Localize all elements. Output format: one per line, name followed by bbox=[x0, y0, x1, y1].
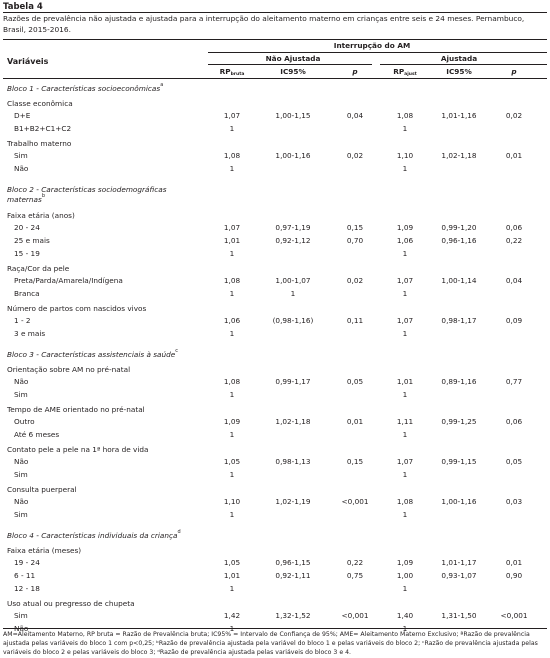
ci-unadjusted: 1,32-1,52 bbox=[275, 611, 311, 620]
rp-unadjusted: 1,09 bbox=[223, 417, 241, 426]
header-ci-adjusted: IC95% bbox=[446, 67, 472, 76]
rp-unadjusted: 1 bbox=[229, 470, 235, 479]
rp-adjusted: 1 bbox=[402, 249, 408, 258]
category-label: B1+B2+C1+C2 bbox=[14, 124, 72, 133]
category-label: 6 - 11 bbox=[14, 571, 36, 580]
rp-unadjusted: 1,07 bbox=[223, 111, 241, 120]
variable-label: Número de partos com nascidos vivos bbox=[7, 304, 147, 313]
ci-unadjusted: 0,92-1,12 bbox=[275, 236, 311, 245]
p-unadjusted: 0,75 bbox=[346, 571, 364, 580]
rp-adjusted: 1,08 bbox=[396, 497, 414, 506]
rp-adjusted: 1 bbox=[402, 470, 408, 479]
rp-unadjusted: 1 bbox=[229, 584, 235, 593]
variable-label: Tempo de AME orientado no pré-natal bbox=[7, 405, 145, 414]
section-heading: Bloco 1 - Características socioeconômicas bbox=[7, 84, 161, 93]
p-adjusted: 0,77 bbox=[505, 377, 523, 386]
header-bottom-rule bbox=[3, 78, 547, 79]
variable-label: Raça/Cor da pele bbox=[7, 264, 70, 273]
category-label: Não bbox=[14, 377, 29, 386]
rp-adjusted: 1 bbox=[402, 329, 408, 338]
ci-unadjusted: 1,00-1,16 bbox=[275, 151, 311, 160]
category-label: Sim bbox=[14, 390, 28, 399]
p-unadjusted: 0,02 bbox=[346, 151, 364, 160]
category-label: Branca bbox=[14, 289, 40, 298]
p-adjusted: 0,06 bbox=[505, 417, 523, 426]
category-label: Sim bbox=[14, 470, 28, 479]
p-adjusted: 0,02 bbox=[505, 111, 523, 120]
variable-label: Contato pele a pele na 1ª hora de vida bbox=[7, 445, 149, 454]
ci-adjusted: 1,01-1,17 bbox=[441, 558, 477, 567]
header-unadj-rule bbox=[208, 64, 372, 65]
ci-unadjusted: 1,02-1,19 bbox=[275, 497, 311, 506]
ci-adjusted: 0,89-1,16 bbox=[441, 377, 477, 386]
header-variables: Variáveis bbox=[7, 57, 49, 66]
p-unadjusted: 0,11 bbox=[346, 316, 364, 325]
p-adjusted: 0,22 bbox=[505, 236, 523, 245]
header-rp-adjusted: $RP_{ajust}$ bbox=[393, 67, 417, 77]
category-label: Não bbox=[14, 457, 29, 466]
category-label: 19 - 24 bbox=[14, 558, 40, 567]
category-label: 25 e mais bbox=[14, 236, 50, 245]
rp-adjusted: 1,06 bbox=[396, 236, 414, 245]
ci-unadjusted: 0,98-1,13 bbox=[275, 457, 311, 466]
ci-unadjusted: 1,00-1,07 bbox=[275, 276, 311, 285]
header-group: Interrupção do AM bbox=[333, 41, 411, 50]
rp-unadjusted: 1,08 bbox=[223, 151, 241, 160]
category-label: 1 - 2 bbox=[14, 316, 31, 325]
variable-label: Trabalho materno bbox=[7, 139, 72, 148]
rp-adjusted: 1 bbox=[402, 390, 408, 399]
rp-unadjusted: 1,01 bbox=[223, 571, 241, 580]
rp-adjusted: 1,11 bbox=[396, 417, 414, 426]
ci-adjusted: 1,00-1,16 bbox=[441, 497, 477, 506]
ci-unadjusted: 1 bbox=[290, 289, 296, 298]
category-label: Sim bbox=[14, 510, 28, 519]
ci-adjusted: 0,96-1,16 bbox=[441, 236, 477, 245]
rp-unadjusted: 1 bbox=[229, 510, 235, 519]
ci-unadjusted: 1,02-1,18 bbox=[275, 417, 311, 426]
rp-unadjusted: 1,01 bbox=[223, 236, 241, 245]
rp-adjusted: 1 bbox=[402, 124, 408, 133]
ci-adjusted: 1,01-1,16 bbox=[441, 111, 477, 120]
category-label: 3 e mais bbox=[14, 329, 46, 338]
p-unadjusted: 0,22 bbox=[346, 558, 364, 567]
category-label: D+E bbox=[14, 111, 31, 120]
p-adjusted: 0,06 bbox=[505, 223, 523, 232]
rp-unadjusted: 1 bbox=[229, 289, 235, 298]
p-unadjusted: 0,04 bbox=[346, 111, 364, 120]
footnote-marker: a bbox=[160, 82, 164, 88]
ci-adjusted: 0,99-1,15 bbox=[441, 457, 477, 466]
rp-unadjusted: 1,08 bbox=[223, 276, 241, 285]
p-unadjusted: 0,15 bbox=[346, 223, 364, 232]
category-label: Outro bbox=[14, 417, 35, 426]
p-unadjusted: 0,05 bbox=[346, 377, 364, 386]
category-label: Preta/Parda/Amarela/Indígena bbox=[14, 276, 123, 285]
rp-unadjusted: 1,10 bbox=[223, 497, 241, 506]
caption-rule bbox=[3, 39, 547, 40]
p-adjusted: 0,04 bbox=[505, 276, 523, 285]
ci-unadjusted: 0,92-1,11 bbox=[275, 571, 311, 580]
p-adjusted: 0,90 bbox=[505, 571, 523, 580]
p-adjusted: <0,001 bbox=[500, 611, 528, 620]
rp-unadjusted: 1 bbox=[229, 249, 235, 258]
section-heading: Bloco 4 - Características individuais da criança bbox=[7, 531, 178, 540]
p-unadjusted: 0,15 bbox=[346, 457, 364, 466]
rp-adjusted: 1 bbox=[402, 584, 408, 593]
p-adjusted: 0,09 bbox=[505, 316, 523, 325]
footnote-marker: c bbox=[175, 348, 179, 354]
header-adj-rule bbox=[380, 64, 547, 65]
table-bottom-rule bbox=[3, 628, 547, 629]
p-adjusted: 0,01 bbox=[505, 558, 523, 567]
rp-unadjusted: 1 bbox=[229, 329, 235, 338]
ci-unadjusted: 0,96-1,15 bbox=[275, 558, 311, 567]
rp-adjusted: 1,07 bbox=[396, 457, 414, 466]
ci-adjusted: 1,00-1,14 bbox=[441, 276, 477, 285]
table-caption: Razões de prevalência não ajustada e ajustada para a interrupção do aleitamento materno em crianças entre seis e 24 meses. Pernambuco, Brasil, 2015-2016. bbox=[3, 14, 525, 34]
p-unadjusted: <0,001 bbox=[341, 611, 369, 620]
rp-adjusted: 1 bbox=[402, 289, 408, 298]
p-adjusted: 0,05 bbox=[505, 457, 523, 466]
variable-label: Consulta puerperal bbox=[7, 485, 77, 494]
rp-unadjusted: 1,06 bbox=[223, 316, 241, 325]
rp-adjusted: 1,40 bbox=[396, 611, 414, 620]
ci-adjusted: 0,93-1,07 bbox=[441, 571, 477, 580]
variable-label: Classe econômica bbox=[7, 99, 73, 108]
p-unadjusted: <0,001 bbox=[341, 497, 369, 506]
section-heading: Bloco 3 - Características assistenciais à saúde bbox=[7, 350, 176, 359]
rp-adjusted: 1,09 bbox=[396, 558, 414, 567]
rp-unadjusted: 1,05 bbox=[223, 457, 241, 466]
ci-adjusted: 0,98-1,17 bbox=[441, 316, 477, 325]
p-unadjusted: 0,70 bbox=[346, 236, 364, 245]
header-p-unadjusted: p bbox=[352, 67, 358, 76]
rp-unadjusted: 1 bbox=[229, 390, 235, 399]
table-footnote: AM=Aleitamento Materno, RP bruta = Razão de Prevalência bruta; IC95% = Intervalo de Confiança de 95%; AME= Aleitamento Materno Exclusivo; ªRazão de prevalência ajustada pelas variáveis do bloco 1 com p<0,25; ᵇRazão de prevalência ajustada pela variável do bloco 1 e pelas variáveis do bloco 2; ᶜRazão de prevalência ajustada pelas variáveis do bloco 2 e pelas variáveis do bloco 3; ᵈRazão de prevalência ajustada pelas variáveis do bloco 3 e 4. bbox=[3, 631, 538, 656]
p-unadjusted: 0,02 bbox=[346, 276, 364, 285]
category-label: Sim bbox=[14, 611, 28, 620]
ci-adjusted: 0,99-1,20 bbox=[441, 223, 477, 232]
header-group-rule bbox=[208, 52, 547, 53]
category-label: 12 - 18 bbox=[14, 584, 40, 593]
header-unadjusted: Não Ajustada bbox=[265, 54, 321, 63]
rp-unadjusted: 1 bbox=[229, 430, 235, 439]
category-label: Não bbox=[14, 497, 29, 506]
p-adjusted: 0,01 bbox=[505, 151, 523, 160]
header-p-adjusted: p bbox=[511, 67, 517, 76]
ci-unadjusted: 0,97-1,19 bbox=[275, 223, 311, 232]
rp-unadjusted: 1 bbox=[229, 164, 235, 173]
rp-unadjusted: 1 bbox=[229, 124, 235, 133]
rp-adjusted: 1 bbox=[402, 430, 408, 439]
ci-unadjusted: (0,98-1,16) bbox=[272, 316, 314, 325]
ci-adjusted: 0,99-1,25 bbox=[441, 417, 477, 426]
table-label: Tabela 4 bbox=[3, 2, 43, 12]
rp-unadjusted: 1,08 bbox=[223, 377, 241, 386]
p-adjusted: 0,03 bbox=[505, 497, 523, 506]
rp-adjusted: 1,01 bbox=[396, 377, 414, 386]
header-adjusted: Ajustada bbox=[440, 54, 478, 63]
rp-adjusted: 1,07 bbox=[396, 276, 414, 285]
rp-adjusted: 1 bbox=[402, 510, 408, 519]
p-unadjusted: 0,01 bbox=[346, 417, 364, 426]
ci-adjusted: 1,02-1,18 bbox=[441, 151, 477, 160]
ci-unadjusted: 1,00-1,15 bbox=[275, 111, 311, 120]
category-label: Até 6 meses bbox=[14, 430, 60, 439]
footnote-marker: b bbox=[41, 193, 46, 199]
rp-adjusted: 1 bbox=[402, 164, 408, 173]
category-label: Não bbox=[14, 164, 29, 173]
rp-adjusted: 1,10 bbox=[396, 151, 414, 160]
rp-adjusted: 1,07 bbox=[396, 316, 414, 325]
rp-unadjusted: 1,42 bbox=[223, 611, 241, 620]
section-heading: Bloco 2 - Características sociodemográficas bbox=[7, 185, 167, 194]
variable-label: Uso atual ou pregresso de chupeta bbox=[7, 599, 135, 608]
rp-adjusted: 1,00 bbox=[396, 571, 414, 580]
variable-label: Faixa etária (meses) bbox=[7, 546, 82, 555]
section-heading-continued: maternas bbox=[7, 195, 42, 204]
category-label: 20 - 24 bbox=[14, 223, 40, 232]
category-label: Sim bbox=[14, 151, 28, 160]
footnote-marker: d bbox=[177, 529, 181, 535]
ci-adjusted: 1,31-1,50 bbox=[441, 611, 477, 620]
rp-adjusted: 1,08 bbox=[396, 111, 414, 120]
rp-unadjusted: 1,05 bbox=[223, 558, 241, 567]
rp-adjusted: 1,09 bbox=[396, 223, 414, 232]
ci-unadjusted: 0,99-1,17 bbox=[275, 377, 311, 386]
rp-unadjusted: 1,07 bbox=[223, 223, 241, 232]
variable-label: Orientação sobre AM no pré-natal bbox=[7, 365, 131, 374]
header-rp-unadjusted: $RP_{bruta}$ bbox=[219, 67, 245, 77]
header-ci-unadjusted: IC95% bbox=[280, 67, 306, 76]
category-label: 15 - 19 bbox=[14, 249, 40, 258]
variable-label: Faixa etária (anos) bbox=[7, 211, 75, 220]
